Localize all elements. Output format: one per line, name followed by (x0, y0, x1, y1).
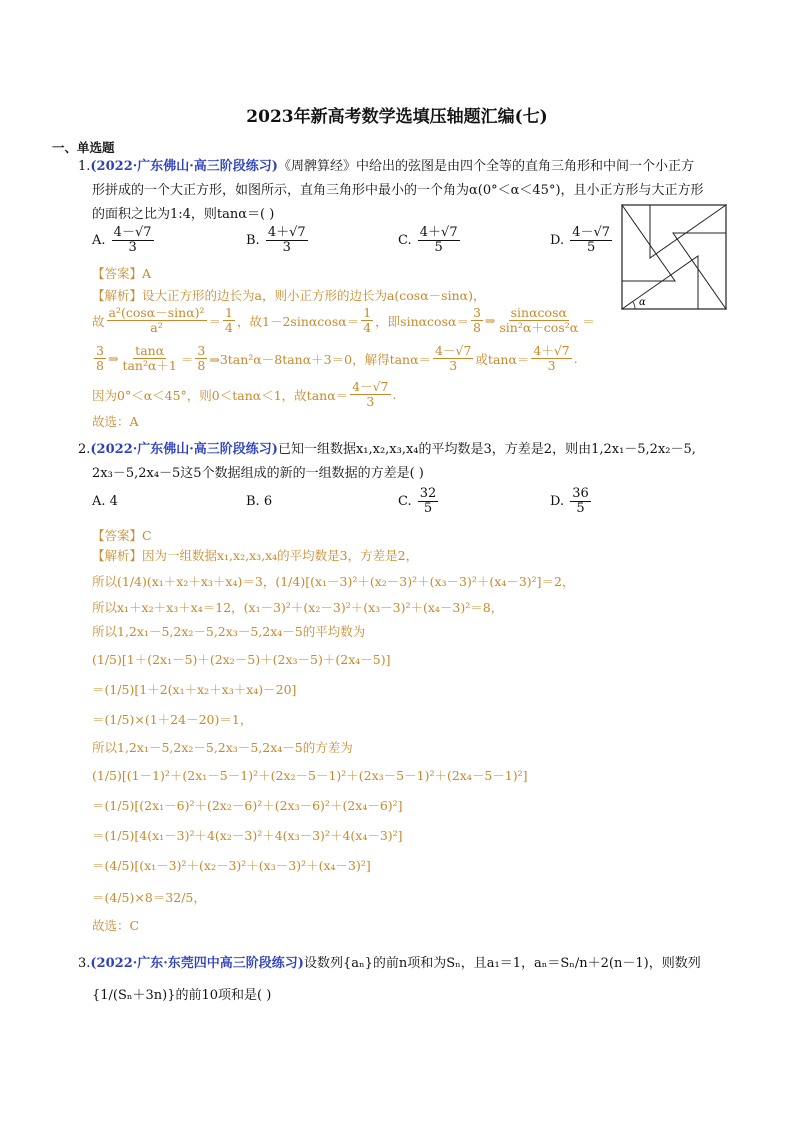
text: ＝ (582, 313, 595, 329)
denominator: 3 (128, 240, 137, 255)
numerator: 4－√7 (572, 225, 611, 240)
denominator: 4 (225, 320, 233, 335)
question-number: 2. (78, 442, 91, 457)
question-2-line-2: 2x₃－5,2x₄－5这5个数据组成的新的一组数据的方差是( ) (92, 466, 424, 481)
denominator: 5 (587, 240, 596, 255)
option-label: A. (92, 233, 106, 248)
denominator: 3 (366, 394, 375, 409)
option-value: 4 (109, 494, 118, 509)
numerator: 4－√7 (113, 225, 152, 240)
numerator: 1 (363, 305, 372, 320)
answer-1: 【答案】A (92, 266, 152, 281)
solution-2-line: 【解析】因为一组数据x₁,x₂,x₃,x₄的平均数是3，方差是2， (92, 548, 419, 563)
option-fraction (266, 226, 308, 255)
numerator: sinαcosα (510, 305, 567, 320)
solution-2-line: 所以x₁＋x₂＋x₃＋x₄＝12，(x₁－3)²＋(x₂－3)²＋(x₃－3)²＋(x₄－3)²＝8， (92, 600, 504, 615)
option-fraction (570, 487, 591, 516)
solution-2-line: (1/5)[1＋(2x₁－5)＋(2x₂－5)＋(2x₃－5)＋(2x₄－5)] (92, 652, 391, 667)
section-heading: 一、单选题 (52, 140, 115, 155)
text: . (392, 387, 397, 402)
fraction (350, 380, 390, 409)
option-a (92, 226, 156, 255)
solution-2-line: ＝(1/5)[1＋2(x₁＋x₂＋x₃＋x₄)－20] (92, 682, 297, 697)
denominator: 8 (197, 358, 206, 373)
option-fraction (570, 226, 612, 255)
solution-2-line: ＝(4/5)×8＝32/5， (92, 890, 206, 905)
fraction (361, 306, 373, 335)
question-3-line-1 (78, 952, 701, 976)
numerator: 3 (96, 343, 104, 358)
text: ＝ (208, 313, 222, 329)
text: . (573, 351, 578, 366)
option-b (246, 494, 272, 509)
denominator: 5 (423, 501, 433, 516)
numerator: 3 (197, 343, 206, 358)
option-d (550, 487, 593, 516)
answer-2: 【答案】C (92, 528, 152, 543)
option-label: D. (550, 494, 565, 509)
denominator: 4 (363, 320, 372, 335)
question-text: 已知一组数据x₁,x₂,x₃,x₄的平均数是3，方差是2，则由1,2x₁－5,2x₂－5, (277, 442, 696, 457)
solution-2-conclusion: 故选：C (92, 918, 140, 933)
text: ，即sinαcosα＝ (375, 313, 469, 329)
solution-2-line: ＝(4/5)[(x₁－3)²＋(x₂－3)²＋(x₃－3)²＋(x₄－3)²] (92, 858, 371, 873)
numerator: 36 (572, 486, 589, 501)
text: ⇒3tan²α－8tanα＋3＝0，解得tanα＝ (209, 351, 432, 367)
solution-2-line: ＝(1/5)×(1＋24－20)＝1， (92, 712, 253, 727)
option-fraction (418, 226, 460, 255)
question-2-line-1 (78, 438, 696, 462)
option-value: 6 (263, 494, 273, 509)
solution-1-conclusion: 故选：A (92, 414, 139, 429)
text: ⇒ (107, 351, 119, 366)
denominator: a² (150, 320, 163, 335)
numerator: 4＋√7 (267, 225, 306, 240)
numerator: 3 (472, 305, 481, 320)
solution-1-line-4 (92, 380, 397, 409)
question-1-line-1 (78, 155, 694, 179)
denominator: 3 (547, 358, 556, 373)
page-title: 2023年新高考数学选填压轴题汇编(七) (246, 107, 548, 127)
fraction (531, 344, 571, 373)
question-source: (2022·广东·东莞四中高三阶段练习) (90, 956, 304, 971)
solution-1-line-1: 【解析】设大正方形的边长为a，则小正方形的边长为a(cosα－sinα)， (92, 288, 486, 303)
solution-1-line-2 (92, 306, 595, 335)
question-number: 3. (78, 956, 91, 971)
fraction (433, 344, 473, 373)
solution-2-line: 所以1,2x₁－5,2x₂－5,2x₃－5,2x₄－5的平均数为 (92, 624, 366, 639)
question-3-line-2: {1/(Sₙ＋3n)}的前10项和是( ) (92, 988, 272, 1003)
option-c (398, 226, 462, 255)
solution-2-line: (1/5)[(1－1)²＋(2x₁－5－1)²＋(2x₂－5－1)²＋(2x₃－5－1)²＋(2x₄－5－1)²] (92, 768, 528, 783)
question-text: 《周髀算经》中给出的弦图是由四个全等的直角三角形和中间一个小正方 (277, 159, 694, 174)
numerator: 4－√7 (435, 343, 472, 358)
numerator: tanα (135, 343, 165, 358)
question-source: (2022·广东佛山·高三阶段练习) (90, 442, 278, 457)
text: ⇒ (484, 313, 496, 328)
denominator: 5 (434, 240, 443, 255)
text: 故 (92, 313, 105, 329)
angle-label: α (639, 297, 646, 308)
solution-2-line: 所以1,2x₁－5,2x₂－5,2x₃－5,2x₄－5的方差为 (92, 740, 353, 755)
numerator: a²(cosα－sinα)² (108, 305, 205, 320)
solution-2-line: 所以(1/4)(x₁＋x₂＋x₃＋x₄)＝3，(1/4)[(x₁－3)²＋(x₂－3)²＋(x₃－3)²＋(x₄－3)²]＝2， (92, 574, 575, 589)
question-source: (2022·广东佛山·高三阶段练习) (90, 159, 278, 174)
numerator: 1 (225, 305, 233, 320)
option-c (398, 487, 440, 516)
question-1-line-2: 形拼成的一个大正方形，如图所示，直角三角形中最小的一个角为α(0°＜α＜45°)，且小正方形与大正方形 (92, 183, 704, 198)
fraction (107, 306, 207, 335)
option-b (246, 226, 310, 255)
fraction (471, 306, 483, 335)
denominator: 8 (96, 358, 104, 373)
fraction (497, 306, 580, 335)
option-fraction (418, 487, 439, 516)
text: ，故1－2sinαcosα＝ (237, 313, 360, 329)
numerator: 4＋√7 (419, 225, 458, 240)
option-fraction (112, 226, 154, 255)
text: 因为0°＜α＜45°，则0＜tanα＜1，故tanα＝ (92, 387, 349, 403)
question-text: 设数列{aₙ}的前n项和为Sₙ，且a₁＝1，aₙ＝Sₙ/n＋2(n－1)，则数列 (303, 956, 701, 971)
numerator: 4＋√7 (533, 343, 570, 358)
option-label: D. (550, 233, 565, 248)
fraction (195, 344, 207, 373)
question-1-line-3: 的面积之比为1:4，则tanα＝( ) (92, 207, 275, 222)
option-a (92, 494, 118, 509)
denominator: sin²α＋cos²α (499, 320, 579, 335)
question-number: 1. (78, 159, 91, 174)
option-label: C. (398, 494, 412, 509)
denominator: 8 (472, 320, 481, 335)
option-label: B. (246, 233, 260, 248)
numerator: 32 (419, 486, 437, 501)
fraction (223, 306, 235, 335)
denominator: tan²α＋1 (122, 358, 177, 373)
solution-2-line: ＝(1/5)[(2x₁－6)²＋(2x₂－6)²＋(2x₃－6)²＋(2x₄－6)²] (92, 798, 403, 813)
option-d (550, 226, 614, 255)
solution-1-line-3 (92, 344, 578, 373)
numerator: 4－√7 (352, 379, 389, 394)
solution-2-line: ＝(1/5)[4(x₁－3)²＋4(x₂－3)²＋4(x₃－3)²＋4(x₄－3)²] (92, 828, 403, 843)
option-label: A. (92, 494, 106, 509)
option-label: B. (246, 494, 260, 509)
text: 或tanα＝ (475, 351, 530, 367)
text: ＝ (180, 351, 194, 367)
denominator: 3 (282, 240, 291, 255)
denominator: 5 (576, 501, 585, 516)
fraction (94, 344, 106, 373)
denominator: 3 (449, 358, 458, 373)
pinwheel-square-figure (621, 204, 727, 310)
fraction (120, 344, 178, 373)
option-label: C. (398, 233, 412, 248)
